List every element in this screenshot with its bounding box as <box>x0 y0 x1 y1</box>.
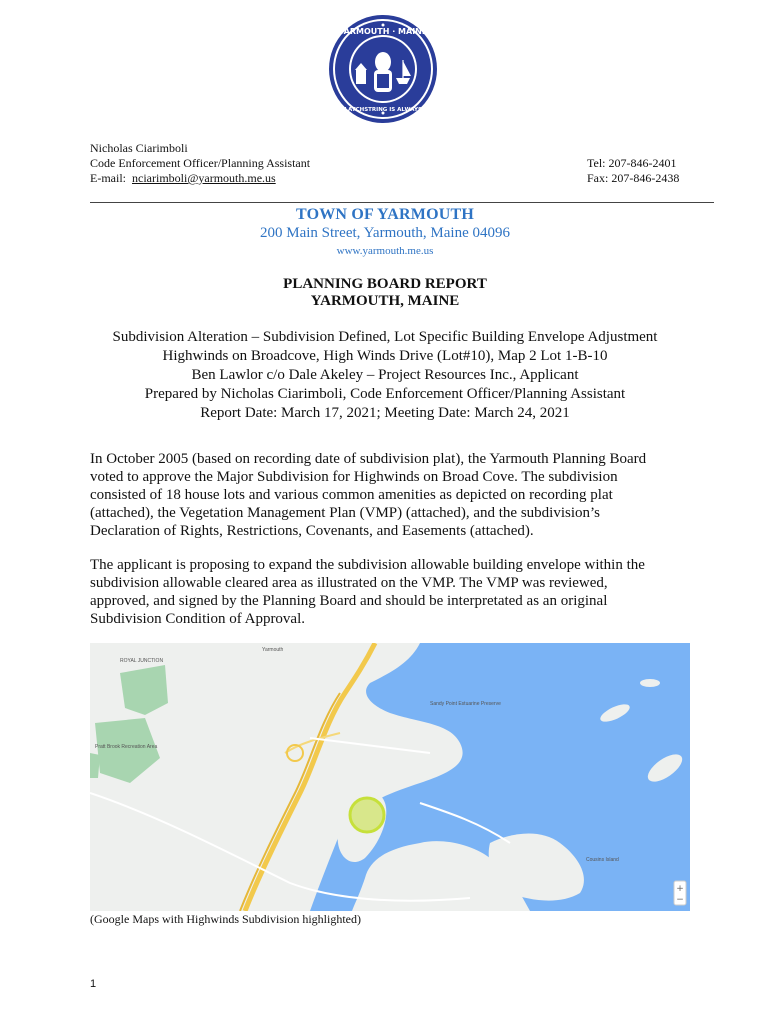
zoom-out-icon[interactable]: − <box>676 895 684 905</box>
paragraph-line: The applicant is proposing to expand the subdivision allowable building envelope within the <box>90 557 645 573</box>
subject-line: Subdivision Alteration – Subdivision Defined, Lot Specific Building Envelope Adjustment <box>112 329 658 345</box>
town-name: TOWN OF YARMOUTH <box>295 206 475 223</box>
paragraph-line: approved, and signed by the Planning Board and should be interpretated as an original <box>90 593 608 609</box>
contact-name: Nicholas Ciarimboli <box>90 141 188 155</box>
report-subtitle: YARMOUTH, MAINE <box>310 293 460 309</box>
paragraph-line: voted to approve the Major Subdivision for Highwinds on Broad Cove. The subdivision <box>90 469 618 485</box>
paragraph-line: In October 2005 (based on recording date of subdivision plat), the Yarmouth Planning Board <box>90 451 647 467</box>
zoom-in-icon[interactable]: + <box>676 884 684 894</box>
highwinds-highlight <box>350 798 384 832</box>
body-paragraph-1 <box>90 450 690 540</box>
paragraph-line: consisted of 18 house lots and various common amenities as depicted on recording plat <box>90 487 613 503</box>
town-website[interactable]: www.yarmouth.me.us <box>336 245 434 257</box>
town-address: 200 Main Street, Yarmouth, Maine 04096 <box>260 225 510 241</box>
contact-block <box>90 141 310 186</box>
page-number: 1 <box>90 978 97 990</box>
contact-email-line <box>90 171 310 186</box>
paragraph-line: Subdivision Condition of Approval. <box>90 611 306 627</box>
paragraph-line: (attached), the Vegetation Management Plan (VMP) (attached), and the subdivision’s <box>90 505 600 521</box>
seal-ring-top: YARMOUTH · MAINE <box>338 27 428 36</box>
subject-line: Prepared by Nicholas Ciarimboli, Code Enforcement Officer/Planning Assistant <box>144 386 626 402</box>
map-label-yarmouth: Yarmouth <box>262 647 284 653</box>
header-divider <box>90 202 714 203</box>
phone-number: Tel: 207-846-2401 <box>587 156 677 170</box>
subject-line: Ben Lawlor c/o Dale Akeley – Project Resources Inc., Applicant <box>191 367 579 383</box>
fax-number: Fax: 207-846-2438 <box>587 171 680 185</box>
contact-role: Code Enforcement Officer/Planning Assistant <box>90 156 311 170</box>
report-title: PLANNING BOARD REPORT <box>283 276 487 292</box>
email-link[interactable]: nciarimboli@yarmouth.me.us <box>132 171 276 185</box>
map-label-royal-junction: ROYAL JUNCTION <box>120 658 164 664</box>
paragraph-line: Declaration of Rights, Restrictions, Covenants, and Easements (attached). <box>90 523 534 539</box>
zoom-controls[interactable] <box>674 881 686 905</box>
location-map[interactable] <box>90 643 690 911</box>
email-label: E-mail: <box>90 171 126 185</box>
body-paragraph-2 <box>90 556 690 628</box>
subject-line: Highwinds on Broadcove, High Winds Drive (Lot#10), Map 2 Lot 1-B-10 <box>162 348 608 364</box>
phone-block <box>587 156 679 186</box>
seal-ring-bottom: OUR LATCHSTRING IS ALWAYS OUT <box>329 107 437 113</box>
map-label-cousins-island: Cousins Island <box>586 857 619 863</box>
paragraph-line: subdivision allowable cleared area as illustrated on the VMP. The VMP was reviewed, <box>90 575 608 591</box>
map-label-preserve: Sandy Point Estuarine Preserve <box>430 701 501 707</box>
map-caption: (Google Maps with Highwinds Subdivision highlighted) <box>90 912 361 926</box>
subject-line: Report Date: March 17, 2021; Meeting Date: March 24, 2021 <box>200 405 570 421</box>
report-subject <box>0 328 770 423</box>
map-graphic <box>90 643 690 911</box>
town-seal <box>328 14 438 124</box>
seal-graphic <box>328 14 438 124</box>
map-label-park: Pratt Brook Recreation Area <box>95 744 158 750</box>
